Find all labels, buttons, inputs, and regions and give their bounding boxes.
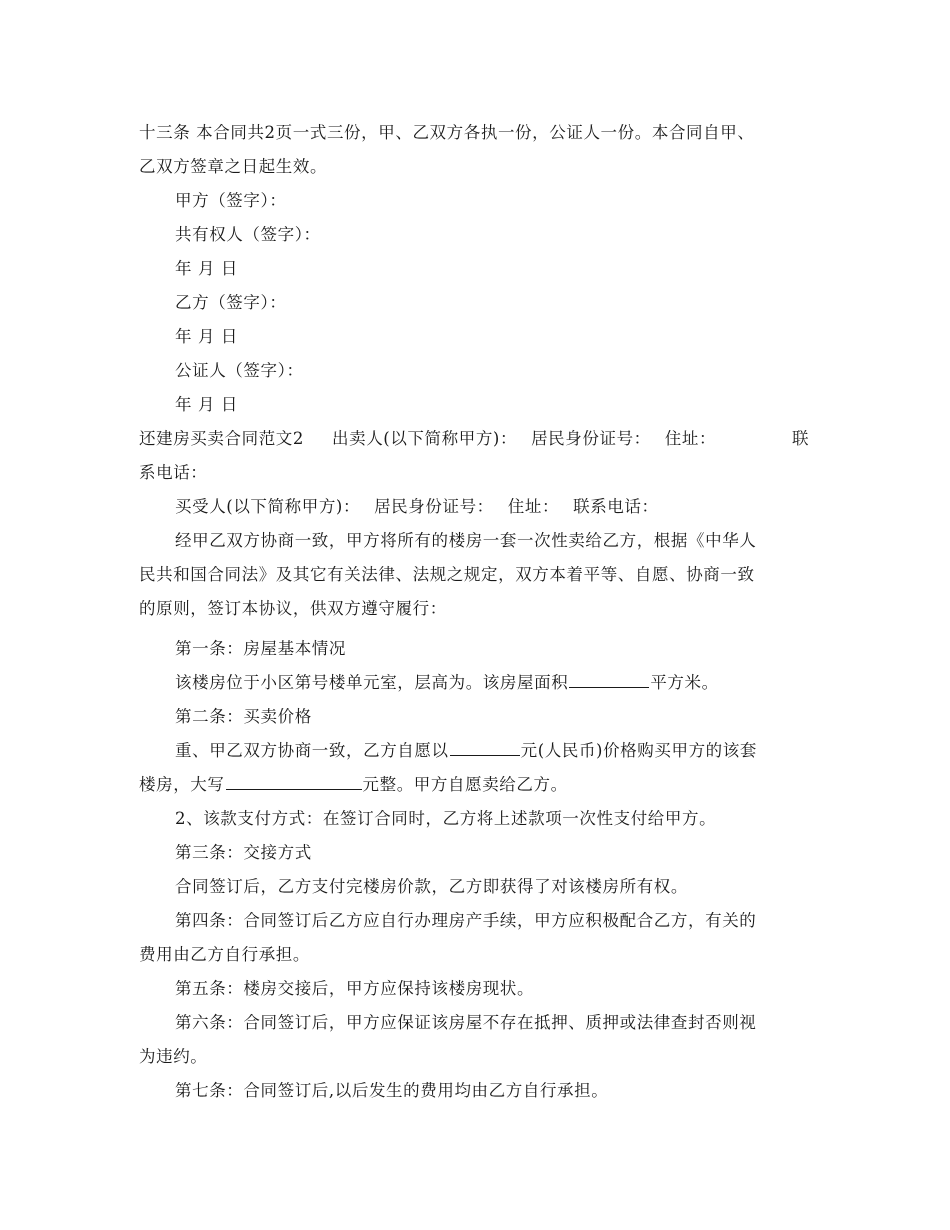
article-6-line-1: 第六条：合同签订后，甲方应保证该房屋不存在抵押、质押或法律查封否则视 [175, 1013, 757, 1032]
document-title-2: 还建房买卖合同范文2 [139, 429, 304, 448]
article-2-text-1 [175, 737, 757, 761]
date-line-1: 年 月 日 [175, 259, 238, 278]
price-capital-blank [226, 774, 362, 790]
article-1-title: 第一条：房屋基本情况 [175, 639, 346, 658]
buyer-id-label: 居民身份证号： [374, 497, 494, 516]
seller-tel-label-part2: 系电话： [139, 463, 208, 482]
article-1-text-a: 该楼房位于小区第号楼单元室，层高为。该房屋面积 [175, 673, 569, 692]
article-1-text [175, 669, 719, 693]
intro-line-2: 民共和国合同法》及其它有关法律、法规之规定，双方本着平等、自愿、协商一致 [139, 565, 755, 584]
article-2-title: 第二条：买卖价格 [175, 707, 312, 726]
article-2-text-a: 重、甲乙双方协商一致，乙方自愿以 [175, 741, 449, 760]
article-13-line-1: 十三条 本合同共2页一式三份，甲、乙双方各执一份，公证人一份。本合同自甲、 [139, 123, 755, 142]
article-13-line-2: 乙双方签章之日起生效。 [139, 157, 328, 176]
article-5: 第五条：楼房交接后，甲方应保持该楼房现状。 [175, 979, 535, 998]
date-line-2: 年 月 日 [175, 327, 238, 346]
buyer-tel-label: 联系电话： [573, 497, 659, 516]
party-b-signature: 乙方（签字）： [175, 293, 287, 312]
article-2-text-c: 楼房，大写 [139, 775, 225, 794]
seller-address-label: 住址： [664, 429, 717, 448]
seller-info-line [139, 425, 716, 449]
price-blank [450, 740, 520, 756]
article-2-payment: 2、该款支付方式：在签订合同时，乙方将上述款项一次性支付给甲方。 [175, 809, 717, 828]
article-2-text-b: 元(人民币)价格购买甲方的该套 [520, 741, 757, 760]
seller-id-label: 居民身份证号： [531, 429, 651, 448]
buyer-label: 买受人(以下简称甲方)： [175, 497, 361, 516]
intro-line-1: 经甲乙双方协商一致，甲方将所有的楼房一套一次性卖给乙方，根据《中华人 [175, 531, 757, 550]
notary-signature: 公证人（签字）： [175, 361, 304, 380]
article-1-text-b: 平方米。 [650, 673, 719, 692]
seller-label: 出卖人(以下简称甲方)： [332, 429, 518, 448]
party-a-signature: 甲方（签字）： [175, 191, 287, 210]
date-line-3: 年 月 日 [175, 395, 238, 414]
article-2-text-d: 元整。甲方自愿卖给乙方。 [362, 775, 568, 794]
article-2-text-2 [139, 771, 568, 795]
buyer-address-label: 住址： [507, 497, 560, 516]
intro-line-3: 的原则，签订本协议，供双方遵守履行： [139, 599, 447, 618]
article-6-line-2: 为违约。 [139, 1047, 208, 1066]
co-owner-signature: 共有权人（签字）： [175, 225, 321, 244]
buyer-info-line [175, 493, 659, 517]
area-blank [569, 672, 649, 688]
article-7: 第七条：合同签订后,以后发生的费用均由乙方自行承担。 [175, 1081, 609, 1100]
article-4-line-1: 第四条：合同签订后乙方应自行办理房产手续，甲方应积极配合乙方，有关的 [175, 911, 757, 930]
article-4-line-2: 费用由乙方自行承担。 [139, 945, 310, 964]
seller-tel-label-part1: 联 [792, 429, 809, 448]
article-3-title: 第三条：交接方式 [175, 843, 312, 862]
article-3-text: 合同签订后，乙方支付完楼房价款，乙方即获得了对该楼房所有权。 [175, 877, 688, 896]
